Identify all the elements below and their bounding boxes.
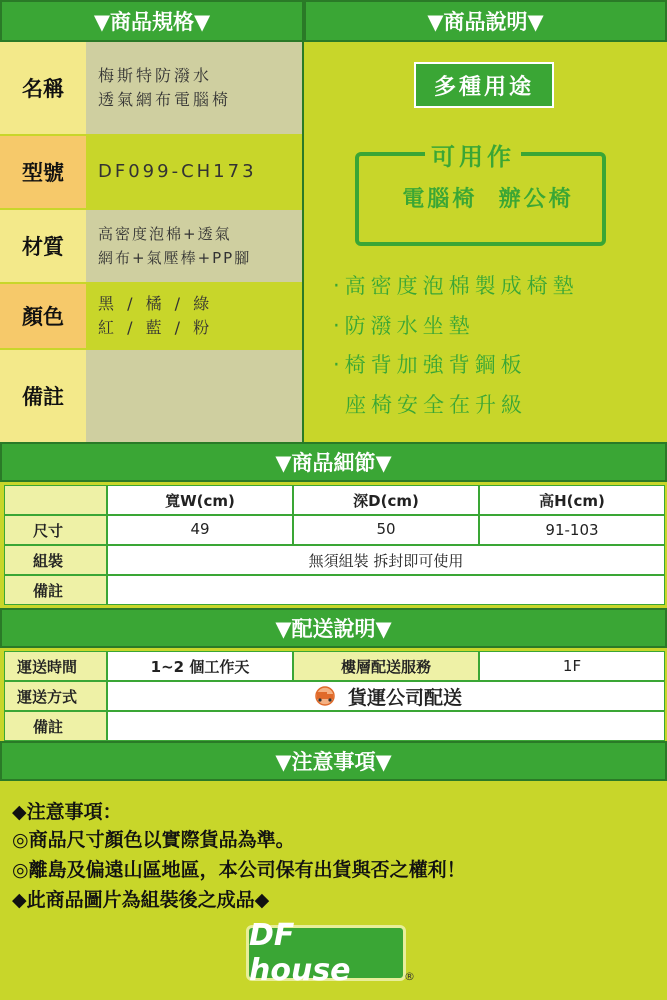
- delivery-method-value: 貨運公司配送: [347, 686, 462, 709]
- notice-line-1: ◆注意事項：: [12, 801, 122, 823]
- feature-3: ‧椅背加強背鋼板: [333, 353, 527, 377]
- size-depth: 50: [293, 515, 479, 545]
- detail-remark-label: 備註: [4, 575, 107, 605]
- detail-header: ▼商品細節▼: [0, 442, 667, 482]
- feature-2: ‧防潑水坐墊: [333, 314, 475, 338]
- delivery-remark-value: [107, 711, 665, 741]
- notice-line-3: ◎離島及偏遠山區地區，本公司保有出貨與否之權利！: [12, 859, 466, 881]
- size-width: 49: [107, 515, 293, 545]
- spec-material-value: 高密度泡棉+透氣 網布+氣壓棒+PP腳: [86, 210, 302, 284]
- spec-header: ▼商品規格▼: [0, 0, 304, 42]
- assembly-label: 組裝: [4, 545, 107, 575]
- usable-items: 電腦椅 辦公椅: [402, 187, 574, 212]
- col-width-header: 寬W(cm): [107, 485, 293, 515]
- usage-badge: 多種用途: [414, 62, 554, 108]
- feature-1: ‧高密度泡棉製成椅墊: [333, 274, 579, 298]
- delivery-table: [0, 648, 667, 744]
- delivery-time-label: 運送時間: [4, 651, 107, 681]
- spec-color-value: 黑 / 橘 / 綠 紅 / 藍 / 粉: [86, 284, 302, 350]
- delivery-time-value: 1~2 個工作天: [107, 651, 293, 681]
- floor-service-label: 樓層配送服務: [293, 651, 479, 681]
- spec-remark-value: [86, 350, 302, 442]
- spec-table: [0, 42, 304, 442]
- spec-color-label: 顏色: [0, 284, 86, 350]
- delivery-method-cell: [107, 681, 665, 711]
- description-header: ▼商品說明▼: [304, 0, 667, 42]
- size-label: 尺寸: [4, 515, 107, 545]
- col-height-header: 高H(cm): [479, 485, 665, 515]
- spec-model-label: 型號: [0, 136, 86, 210]
- detail-corner: [4, 485, 107, 515]
- truck-icon: [310, 686, 340, 706]
- floor-service-value: 1F: [479, 651, 665, 681]
- spec-name-value: 梅斯特防潑水 透氣網布電腦椅: [86, 42, 302, 136]
- spec-material-label: 材質: [0, 210, 86, 284]
- spec-remark-label: 備註: [0, 350, 86, 442]
- delivery-method-label: 運送方式: [4, 681, 107, 711]
- col-depth-header: 深D(cm): [293, 485, 479, 515]
- assembly-value: 無須組裝 拆封即可使用: [107, 545, 665, 575]
- notice-header: ▼注意事項▼: [0, 741, 667, 781]
- brand-logo: DF house: [246, 925, 406, 981]
- notice-line-4: ◆此商品圖片為組裝後之成品◆: [12, 889, 270, 911]
- feature-4: 座椅安全在升級: [345, 393, 527, 417]
- notice-line-2: ◎商品尺寸顏色以實際貨品為準。: [12, 829, 295, 851]
- usable-title: 可用作: [425, 137, 521, 172]
- spec-name-label: 名稱: [0, 42, 86, 136]
- delivery-remark-label: 備註: [4, 711, 107, 741]
- detail-table: [0, 482, 667, 608]
- delivery-header: ▼配送說明▼: [0, 608, 667, 648]
- detail-remark-value: [107, 575, 665, 605]
- spec-model-value: DF099-CH173: [86, 136, 302, 210]
- size-height: 91-103: [479, 515, 665, 545]
- registered-mark: ®: [404, 970, 415, 983]
